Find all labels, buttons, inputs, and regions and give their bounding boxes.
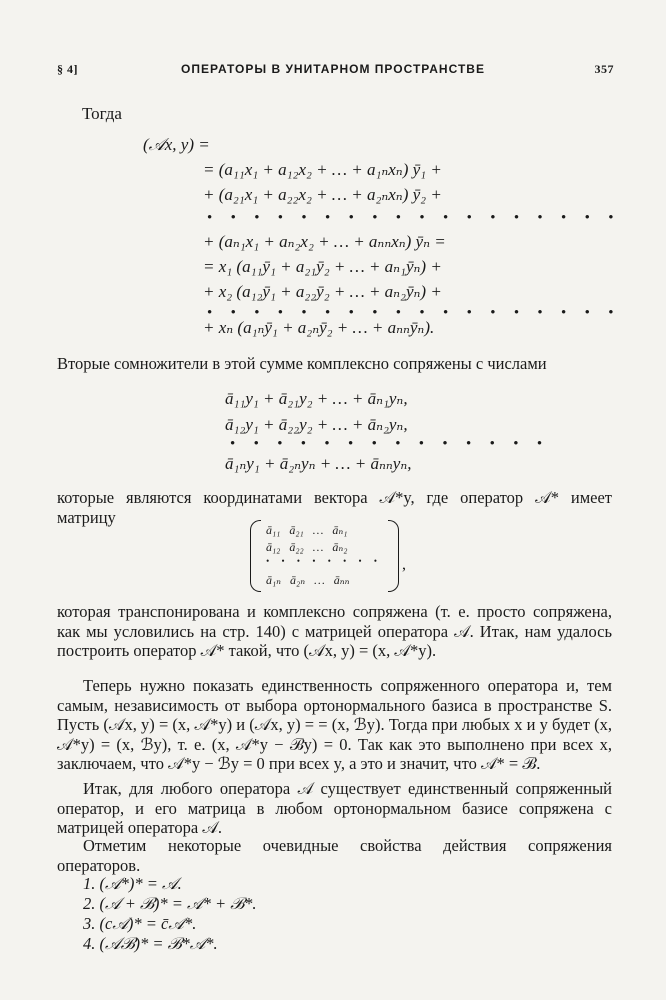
equation-line: + (aₙ₁x₁ + aₙ₂x₂ + … + aₙₙxₙ) ȳₙ = (203, 232, 446, 251)
equation-line: ā₁₂y₁ + ā₂₂y₂ + … + āₙ₂yₙ, (225, 415, 408, 434)
equation-line: + x₂ (a₁₂ȳ₁ + a₂₂ȳ₂ + … + aₙ₂ȳₙ) + (203, 282, 442, 301)
section-marker: § 4] (57, 62, 78, 76)
matrix-row: ā₁ₙ ā₂ₙ … āₙₙ (266, 573, 350, 587)
equation-line: = x₁ (a₁₁ȳ₁ + a₂₁ȳ₂ + … + aₙ₁ȳₙ) + (203, 257, 442, 276)
paragraph: Теперь нужно показать единственность сопряженного оператора и, тем самым, независимость от выбора ортонормального базиса в пространстве S. Пусть (𝒜x, y) = (x, 𝒜*y) и (𝒜x, y) = = (x, ℬy). Тогда при любых x и y будет (x, 𝒜*y) = (x, ℬy), т. е. (x, 𝒜*y − ℬy) = 0. Так как это выполнено при всех x, заключаем, что 𝒜*y − ℬy = 0 при всех y, а это и значит, что 𝒜* = ℬ. (57, 676, 612, 773)
list-item: 4. (𝒜ℬ)* = ℬ*𝒜*. (83, 934, 218, 953)
matrix-comma: , (402, 556, 406, 573)
list-item: 1. (𝒜*)* = 𝒜. (83, 874, 182, 893)
left-parenthesis (250, 520, 261, 592)
intro-word: Тогда (82, 104, 122, 123)
page-number: 357 (594, 62, 614, 76)
paragraph: которые являются координатами вектора 𝒜*y, где оператор 𝒜* имеет матрицу (57, 488, 612, 527)
ellipsis-row: • • • • • • • • • • • • • • • • • • (207, 305, 621, 321)
paragraph: Итак, для любого оператора 𝒜 существует единственный сопряженный оператор, и его матрица в любом ортонормальном базисе сопряжена с матрицей оператора 𝒜. (57, 779, 612, 837)
equation-line: + xₙ (a₁ₙȳ₁ + a₂ₙȳ₂ + … + aₙₙȳₙ). (203, 318, 435, 337)
running-title: ОПЕРАТОРЫ В УНИТАРНОМ ПРОСТРАНСТВЕ (181, 62, 485, 76)
matrix-row: ā₁₂ ā₂₂ … āₙ₂ (266, 540, 348, 554)
ellipsis-row: • • • • • • • • • • • • • • • • • • (207, 210, 621, 226)
equation-line: ā₁₁y₁ + ā₂₁y₂ + … + āₙ₁yₙ, (225, 389, 408, 408)
paragraph: Отметим некоторые очевидные свойства действия сопряжения операторов. (57, 836, 612, 875)
paragraph: которая транспонирована и комплексно сопряжена (т. е. просто сопряжена, как мы условились на стр. 140) с матрицей оператора 𝒜. Итак, нам удалось построить оператор 𝒜* такой, что (𝒜x, y) = (x, 𝒜*y). (57, 602, 612, 660)
matrix-row: ā₁₁ ā₂₁ … āₙ₁ (266, 523, 348, 537)
equation-line: + (a₂₁x₁ + a₂₂x₂ + … + a₂ₙxₙ) ȳ₂ + (203, 185, 442, 204)
paragraph: Вторые сомножители в этой сумме комплексно сопряжены с числами (57, 354, 547, 373)
ellipsis-row: • • • • • • • • • • • • • • (230, 436, 550, 452)
list-item: 3. (c𝒜)* = c̄𝒜*. (83, 914, 197, 933)
equation-line: ā₁ₙy₁ + ā₂ₙyₙ + … + āₙₙyₙ, (225, 454, 412, 473)
matrix-dots: • • • • • • • • (266, 556, 379, 566)
right-parenthesis (388, 520, 399, 592)
list-item: 2. (𝒜 + ℬ)* = 𝒜* + ℬ*. (83, 894, 257, 913)
equation-line: = (a₁₁x₁ + a₁₂x₂ + … + a₁ₙxₙ) ȳ₁ + (203, 160, 442, 179)
equation-line: (𝒜x, y) = (143, 135, 210, 154)
adjoint-matrix (250, 520, 410, 592)
